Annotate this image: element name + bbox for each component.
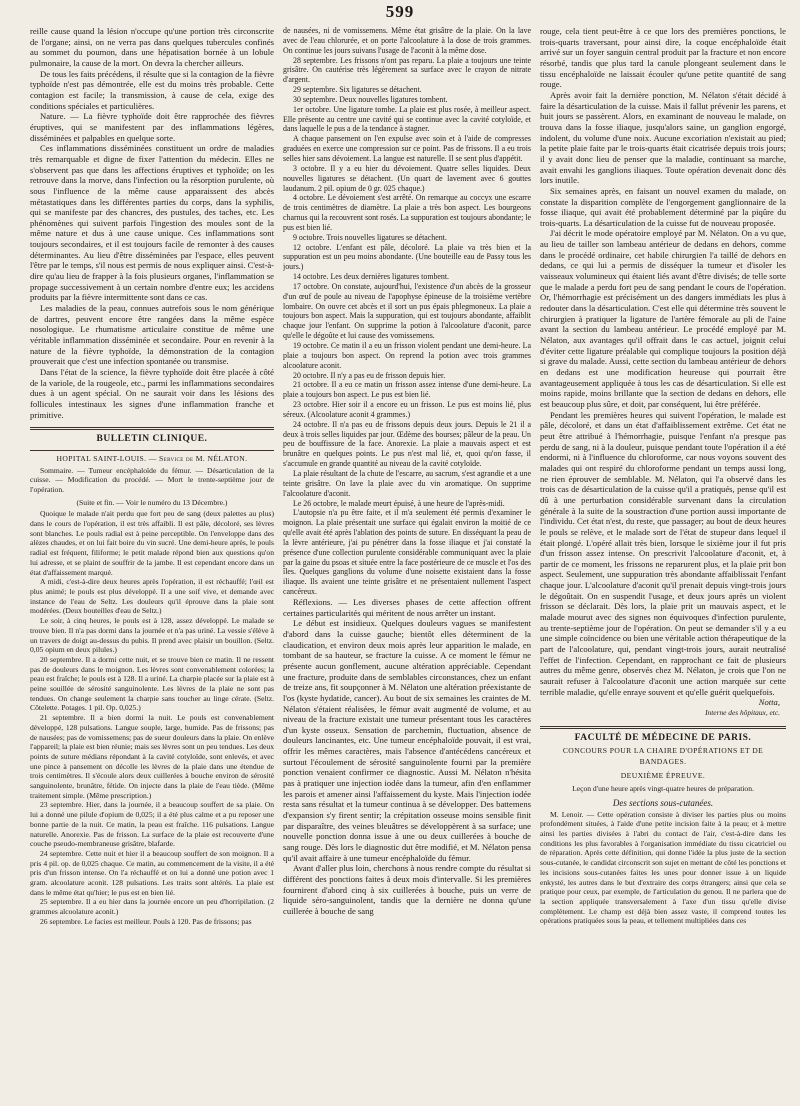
paragraph: Le début est insidieux. Quelques douleurs vagues se manifestent d'abord dans la cuisse gauche; bientôt elles déterminent de la claudication, et environ deux mois après leur apparition le malade, en tombant de sa hauteur, se fracture la cuisse. A ce moment le fémur ne présente aucun gonflement, aucune altération appréciable. Cependant une fracture, produite dans de semblables circonstances, chez un enfant de treize ans, fit soupçonner à M. Nélaton une altération préexistante de l'os (kyste hydatide, cancer). Au bout de six semaines les craintes de M. Nélaton s'étaient réalisées, le fémur avait augmenté de volume, et au niveau de la fracture existait une tumeur présentant tous les caractères d'un kyste osseux. Sensation de parchemin, fluctuation, absence de douleurs lancinantes, etc. Une tumeur encéphaloïde pouvait, il est vrai, offrir les mêmes caractères, mais l'absence d'antécédens cancéreux et surtout l'écoulement de sérosité sanguinolente fourni par la première ponction venaient confirmer ce diagnostic. Aussi M. Nélaton n'hésita pas à pratiquer une injection iodée dans la tumeur, afin d'en enflammer les parois et amener ainsi l'affaissement du kyste. Mais l'injection iodée resta sans résultat et la tumeur continua à se développer. Des battemens d'expansion s'y firent sentir; la crépitation osseuse moins sensible finit par disparaître, des veines bleuâtres se développèrent à sa surface; une nouvelle ponction donna issue à une ou deux cuillerées à bouche de sang rouge. Dès lors le diagnostic dut être modifié, et M. Nélaton pensa qu'il avait affaire à une tumeur encéphaloïde du fémur. [283,618,531,863]
paragraph: 26 septembre. Le facies est meilleur. Pouls à 120. Pas de frissons; pas [40,916,252,926]
paragraph: Les maladies de la peau, connues autrefois sous le nom générique de dartres, peuvent encore être rangées dans la même espèce nosologique. Le rhumatisme articulaire constitue de même une véritable inflammation disséminée et secondaire. Pour en revenir à la nature de la fièvre typhoïde, la démonstration de la contagion prouverait que c'est une infection spontanée ou transmise. [30,303,274,367]
paragraph: Le soir, à cinq heures, le pouls est à 128, assez développé. Le malade se trouve bien. Il n'a pas dormi dans la journée et n'a pas uriné. La vessie s'élève à un travers de doigt au-dessus du pubis. Il prend avec plaisir un bouillon. (Seltz. 0,05 opium en deux pilules.) [30,616,274,655]
paragraph: Réflexions. — Les diverses phases de cette affection offrent certaines particularités qui méritent de nous arrêter un instant. [283,596,531,618]
page-number: 599 [385,2,415,21]
paragraph: Avant d'aller plus loin, cherchons à nous rendre compte du résultat si différent des ponctions faites à deux mois d'intervalle. Si les premières fournirent d'abord cinq à six cuillerées à bouche, puis un verre de liquide séro-sanguinolent, tandis que la dernière ne donna qu'une cuillerée à bouche de sang [283,863,531,916]
paragraph: 29 septembre. Six ligatures se détachent. [293,85,422,95]
paragraph: 17 octobre. On constate, aujourd'hui, l'existence d'un abcès de la grosseur d'un œuf de poule au niveau de l'apophyse épineuse de la troisième vertèbre lombaire. On ouvre cet abcès et il sort un pus épais phlegmoneux. La plaie a toujours bon aspect. Mais la suppuration, qui est toujours abondante, affaiblit chaque jour l'enfant. On supprime la potion à l'alcoolature d'aconit, parce qu'elle le dégoûte et lui cause des vomissemens. [283,281,531,341]
paragraph: de nausées, ni de vomissemens. Même état grisâtre de la plaie. On la lave avec de l'eau chlorurée, et on porte l'alcoolature à la dose de trois grammes. On continue les jours suivans l'usage de l'aconit à la même dose. [283,26,531,55]
paragraph: 4 octobre. Le dévoiement s'est arrêté. On remarque au coccyx une escarre de trois centimètres de diamètre. La plaie a très bon aspect. Les bourgeons charnus qui la recouvrent sont rosés. La suppuration est toujours abondante; le pus est bien lié. [283,193,531,232]
paragraph: 30 septembre. Deux nouvelles ligatures tombent. [293,94,448,104]
subject-title: Des sections sous-cutanées. [612,797,714,808]
concours-line: CONCOURS POUR LA CHAIRE D'OPÉRATIONS ET DE BANDAGES. [562,746,764,766]
hospital-line: HOPITAL SAINT-LOUIS. — Service de M. NÉLATON. [56,453,248,463]
paragraph: 9 octobre. Trois nouvelles ligatures se détachent. [293,232,447,242]
paragraph: A midi, c'est-à-dire deux heures après l'opération, il est réchauffé; l'œil est plus animé; le pouls est plus développé. Il a une soif vive, et demande avec instance de l'eau de Seltz. Les douleurs qu'il éprouve dans la plaie sont modérées. (Deux bouteilles d'eau de Seltz.) [30,577,274,616]
paragraph: De tous les faits précédens, il résulte que si la contagion de la fièvre typhoïde n'est pas démontrée, elle est du moins très probable. Cette contagion est facile; la transmission, à cause de cela, exige des conditions spéciales et particulières. [30,68,274,111]
paragraph: 28 septembre. Les frissons n'ont pas reparu. La plaie a toujours une teinte grisâtre. On cautérise très légèrement sa surface avec le crayon de nitrate d'argent. [283,55,531,85]
paragraph: La plaie résultant de la chute de l'escarre, au sacrum, s'est agrandie et a une teinte grisâtre. On lave la plaie avec du vin aromatique. On supprime l'alcoolature d'aconit. [283,468,531,498]
signature-title: Interne des hôpitaux, etc. [705,708,780,717]
section-divider [30,450,274,451]
paragraph: 12 octobre. L'enfant est pâle, décoloré. La plaie va très bien et la suppuration est un peu moins abondante. (Une bouteille eau de Passy tous les jours.) [283,242,531,272]
paragraph: J'ai décrit le mode opératoire employé par M. Nélaton. On a vu que, au lieu de tailler son lambeau antérieur de dedans en dehors, comme dans le procédé ordinaire, cet habile chirurgien l'a taillé de dehors en dedans, ce qui lui a permis de disséquer la tumeur et d'isoler les vaisseaux volumineux qui étaient liés avant d'être divisés; de telle sorte que le malade a perdu fort peu de sang pendant le cours de l'opération. Or, l'hémorrhagie est précisément un des dangers immédiats les plus à redouter dans la désarticulation. C'est elle qui détermine très souvent le chirurgien à pratiquer la ligature de l'artère fémorale au pli de l'aine avant la section du lambeau antérieur. Le procédé employé par M. Nélaton, aux avantages qu'il offrait dans le cas actuel, joignit celui d'éviter cette ligature préalable qui complique toujours la position déjà si grave du malade. Aussi, cette section du lambeau antérieur de dehors en dedans est une modification heureuse qui pourrait être avantageusement appliquée à tous les cas de désarticulation. Si elle est moins rapide, moins brillante que la section de dedans en dehors, elle est beaucoup plus sûre, et doit, par conséquent, lui être préférée. [540,228,786,409]
paragraph: M. Lenoir. — Cette opération consiste à diviser les parties plus ou moins profondément situées, à l'aide d'une petite incision faite à la peau; et à mettre ainsi les parties divisées à l'abri du contact de l'air, c'est-à-dire dans les conditions les plus favorables à l'organisation immédiate du tissu cicatriciel ou de réparation. Après cette définition, qui donne l'idée la plus juste de la section sous-cutanée, le candidat circonscrit son sujet en mettant de côté les ponctions et les incisions sous-cutanées faites les unes pour donner issue à un liquide enkysté, les autres dans le but d'extraire des corps étrangers; ainsi que cela se pratique pour ceux, par exemple, de l'articulation du genou. Il ne parlera que de la section appliquée transversalement à l'axe d'un tissu qu'elle divise complètement. Le champ est déjà bien assez vaste, il comprend toutes les opérations pratiquées sous la peau, et tellement multipliées dans ces [540,809,786,926]
paragraph: 21 octobre. Il a eu ce matin un frisson assez intense d'une demi-heure. La plaie a toujours bon aspect. Le pus est bien lié. [283,380,531,400]
paragraph: Ces inflammations disséminées constituent un ordre de maladies très remarquable et digne de fixer l'attention du médecin. Elles ne s'observent pas que dans les affections éruptives et typhoïde; on les retrouve dans la morve, dans l'infection ou la résorption purulente, où sous l'influence de la même cause apparaissent des abcès métastatiques dans les différentes parties du corps, dans la syphilis, qui se manifeste par des chancres, des pustules, des taches, etc. Les phénomènes qui suivent parfois l'ingestion des moules sont de la même nature et dus à une cause unique. Ces inflammations sont toujours secondaires, et il est toujours facile de remonter à des causes déterminantes. Au lieu d'être disséminées par l'espace, elles peuvent l'être par le temps, s'il nous est permis de nous expliquer ainsi. C'est-à-dire qu'au lieu de frapper à la fois plusieurs organes, l'inflammation se propage successivement à un certain nombre d'entre eux; les accidens produits par la fièvre intermittente sont dans ce cas. [30,143,274,303]
paragraph: 20 octobre. Il n'y a pas eu de frisson depuis hier. [293,370,446,380]
paragraph: 1er octobre. Une ligature tombe. La plaie est plus rosée, à meilleur aspect. Elle présente au centre une cavité qui se continue avec la cavité cotyloïde, et dans laquelle le pus a de la tendance à stagner. [283,104,531,134]
lecon-line: Leçon d'une heure après vingt-quatre heures de préparation. [572,784,754,794]
section-divider [30,427,274,430]
column-right [540,26,786,1096]
paragraph: reille cause quand la lésion n'occupe qu'une portion très circonscrite de l'organe; ainsi, on ne verra pas dans quelques tubercules confinés au sommet du poumon, dans une hépatisation bornée à un lobule pulmonaire, la cause de la mort. On devra la chercher ailleurs. [30,26,274,68]
section-divider [540,726,786,729]
paragraph: Six semaines après, en faisant un nouvel examen du malade, on constate la disparition complète de l'engorgement ganglionnaire de la fosse iliaque, qui avait été probablement déterminé par la piqûre du trois-quarts. La désarticulation de la cuisse fut de nouveau proposée. [540,185,786,228]
epreuve-heading: DEUXIÈME ÉPREUVE. [620,770,706,780]
faculty-title: FACULTÉ DE MÉDECINE DE PARIS. [574,732,752,743]
paragraph: Pendant les premières heures qui suivent l'opération, le malade est pâle, décoloré, et dans un état d'affaiblissement extrême. Cet état ne peut être attribué à l'hémorrhagie, puisque l'enfant n'a presque pas perdu de sang, ni à la douleur, puisque pendant toute l'opération il a été endormi, ni à l'influence du chloroforme, car nous voyons souvent des malades qui ont respiré du chloroforme pendant un temps aussi long, ne rien éprouver de semblable. M. Nélaton, qui l'a observé dans les trois cas de désarticulation de la cuisse qu'il a pratiqués, pense qu'il est dû à une perturbation considérable survenant dans la circulation générale à la suite de la soustraction d'une portion aussi importante de l'individu. Cet état n'est, du reste, que passager; au bout de deux heures le pouls se relève, et le malade sort de l'état de stupeur dans lequel il était plongé. L'opéré allait très bien, lorsque le sixième jour il fut pris d'un frisson assez intense. On prescrivit l'alcoolature d'aconit, et, à partir de ce moment, les frissons ne reparurent plus, et la plaie prit bon aspect. Seulement, une suppuration très abondante affaiblissait l'enfant chaque jour. L'alcoolature d'aconit qu'il prenait depuis vingt-trois jours le dégoûtait. On en suspendit l'usage, et deux jours après un violent frisson se déclarait. Dès lors, la plaie prit un mauvais aspect, et le malade mourut avec des signes non équivoques d'infection purulente, au trente-septième jour de l'opération. On peut se demander s'il y a eu une simple coïncidence ou bien une véritable action thérapeutique de la part de l'alcoolature, qui, pendant vingt-trois jours, aurait neutralisé l'effet de l'infection. Cependant, en rapprochant ce fait de plusieurs autres du même genre, observés chez M. Nélaton, je crois que l'on ne saurait refuser à l'alcoolature d'aconit une action marquée sur cette terrible maladie, qu'elle enraye souvent et qu'elle guérit quelquefois. [540,409,786,697]
paragraph: A chaque pansement on l'en expulse avec soin et à l'aide de compresses graduées en exerce une compression sur ce point. Pas de frissons. Il a eu trois selles hier sans dévoiement. La langue est naturelle. Il se sent plus d'appétit. [283,134,531,163]
paragraph: 24 septembre. Cette nuit et hier il a beaucoup souffert de son moignon. Il a pris 4 pil. op. de 0,025 chaque. Ce matin, au commencement de la visite, il a été pris d'un frisson intense. On l'a réchauffé et on lui a donné une potion avec 1 gram. alcoolature aconit. 128 pulsations. Les traits sont altérés. La plaie est dans le même état qu'hier; le pus est en bien lié. [30,848,274,897]
paragraph: rouge, cela tient peut-être à ce que lors des premières ponctions, le trois-quarts traversant, pour ainsi dire, la coque encéphaloïde était arrivé sur un foyer sanguin central produit par la fracture et non encore résorbé, tandis que plus tard la canule plongeant seulement dans le tissu encéphaloïde ne laissait écouler qu'une petite quantité de sang rouge. [540,26,786,90]
paragraph: 14 octobre. Les deux dernières ligatures tombent. [293,272,450,282]
column-middle [283,26,531,1096]
paragraph: Nature. — La fièvre typhoïde doit être rapprochée des fièvres éruptives, qui se manifestent par des inflammations légères, disséminées et palpables en quelque sorte. [30,111,274,143]
paragraph: L'autopsie n'a pu être faite, et il m'a seulement été permis d'examiner le moignon. La plaie présentait une surface qui égalait environ la moitié de ce qu'elle avait été après l'ablation des points de suture. En disséquant la peau de la lèvre antérieure, j'ai pu pénétrer dans la fosse iliaque et j'ai constaté la présence d'une collection purulente considérable communiquant avec la plaie par la gaine du psoas et située entre la face postérieure de ce muscle et l'os des îles. Quelques ganglions du volume d'une noisette existaient dans la fosse iliaque. Ils avaient une teinte grisâtre et ne présentaient nullement l'aspect cancéreux. [283,508,531,597]
paragraph: 21 septembre. Il a bien dormi la nuit. Le pouls est convenablement développé, 128 pulsations. Langue souple, large, humide. Pas de frissons; pas de nausées; pas de vomissemens; pas de sueur douleurs dans la plaie. On enlève l'appareil; la plaie est bien réunie; mais ses lèvres sont un peu tendues. Les deux points de suture médians répondant à la cavité cotyloïde, sont enlevés, et avec une pince à pansement on décolle les lèvres de la plaie dans une étendue de trois centimètres. Il s'écoule alors deux cuillerées à bouche environ de sérosité sanguinolente, brunâtre, fétide. On injecte dans la plaie de l'eau tiède. (Même traitement simple. (Même prescription.) [30,713,274,800]
signature: Notta, [758,697,780,708]
bulletin-title: BULLETIN CLINIQUE. [96,434,208,445]
paragraph: 3 octobre. Il y a eu hier du dévoiement. Quatre selles liquides. Deux nouvelles ligatures se détachent. (Un quart de lavement avec 6 gouttes laudanum. 2 pil. opium de 0 gr. 025 chaque.) [283,163,531,193]
paragraph: 25 septembre. Il a eu hier dans la journée encore un peu d'horripilation. (2 grammes alcoolature aconit.) [30,897,274,917]
paragraph: Après avoir fait la dernière ponction, M. Nélaton s'était décidé à faire la désarticulation de la cuisse. Mais il fallut prévenir les parens, et huit jours se passèrent. Alors, en examinant de nouveau le malade, on trouva dans la fosse iliaque, jusqu'alors saine, un ganglion engorgé, indolent, du volume d'une noix. Aucune excoriation n'existait au pied; la petite plaie faite par le trois-quarts était cicatrisée depuis trois jours; il y avait donc lieu de penser que la maladie, continuant sa marche, avait envahi les ganglions iliaques. Toute opération devenait donc dès lors inutile. [540,89,786,186]
paragraph: 19 octobre. Ce matin il a eu un frisson violent pendant une demi-heure. La plaie a toujours bon aspect. On reprend la potion avec trois grammes alcoolature aconit. [283,341,531,370]
paragraph: 24 octobre. Il n'a pas eu de frissons depuis deux jours. Depuis le 21 il a deux à trois selles liquides par jour. Œdème des bourses; pâleur de la peau. Un peu de bouffissure de la face. Anorexie. La plaie a mauvais aspect et est brunâtre en quelques points. Le pus n'est mal lié, et, quoi qu'on fasse, il s'accumule en grande quantité au niveau de la cavité cotyloïde. [283,419,531,469]
continuation-note: (Suite et fin. — Voir le numéro du 13 Décembre.) [76,497,228,507]
paragraph: Le 26 octobre, le malade meurt épuisé, à une heure de l'après-midi. [293,498,505,508]
paragraph: Dans l'état de la science, la fièvre typhoïde doit être placée à côté de la variole, de la rougeole, etc., parmi les inflammations secondaires dues à un agent spécial. On ne saurait voir dans les lésions des follicules intestinaux les signes d'une inflammation franche et primitive. [30,367,274,420]
summary: Sommaire. — Tumeur encéphaloïde du fémur. — Désarticulation de la cuisse. — Modification du procédé. — Mort le trente-septième jour de l'opération. [30,465,274,494]
paragraph: 23 septembre. Hier, dans la journée, il a beaucoup souffert de sa plaie. On lui a donné une pilule d'opium de 0,025; il a été plus calme et a pu reposer une bonne partie de la nuit. Ce matin, la peau est fraîche. 116 pulsations. Langue naturelle. Anorexie. Pas de frisson. La surface de la plaie est recouverte d'une couche pseudo-membraneuse grisâtre, blafarde. [30,800,274,849]
paragraph: 23 octobre. Hier soir il a encore eu un frisson. Le pus est moins lié, plus séreux. (Alcoolature aconit 4 grammes.) [283,400,531,419]
paragraph: Quoique le malade n'ait perdu que fort peu de sang (deux palettes au plus) dans le cours de l'opération, il est très affaibli. Il est pâle, décoloré, ses lèvres sont blanches. Le pouls radial est à peine perceptible. On l'enveloppe dans des alèzes chaudes, et on lui fait boire du vin sucré. Une demi-heure après, le pouls radial est fréquent, filiforme; le petit malade répond bien aux questions qu'on lui adresse, et se plaint de souffrir de la jambe. Il est cependant encore dans un état d'affaissement marqué. [30,509,274,577]
column-left [30,26,274,1096]
paragraph: 20 septembre. Il a dormi cette nuit, et se trouve bien ce matin. Il ne ressent pas de douleurs dans le moignon. Les lèvres sont convenablement colorées; la peau est fraîche; le pouls est à 128. Il a uriné. La charpie placée sur la plaie est à peine souillée de sérosité sanguinolente. Les lèvres de la plaie ne sont pas tendues. On change seulement la charpie sans toucher au linge cérate. (Seltz. Côtelette. Potages. 1 pil. Op. 0,025.) [30,654,274,713]
